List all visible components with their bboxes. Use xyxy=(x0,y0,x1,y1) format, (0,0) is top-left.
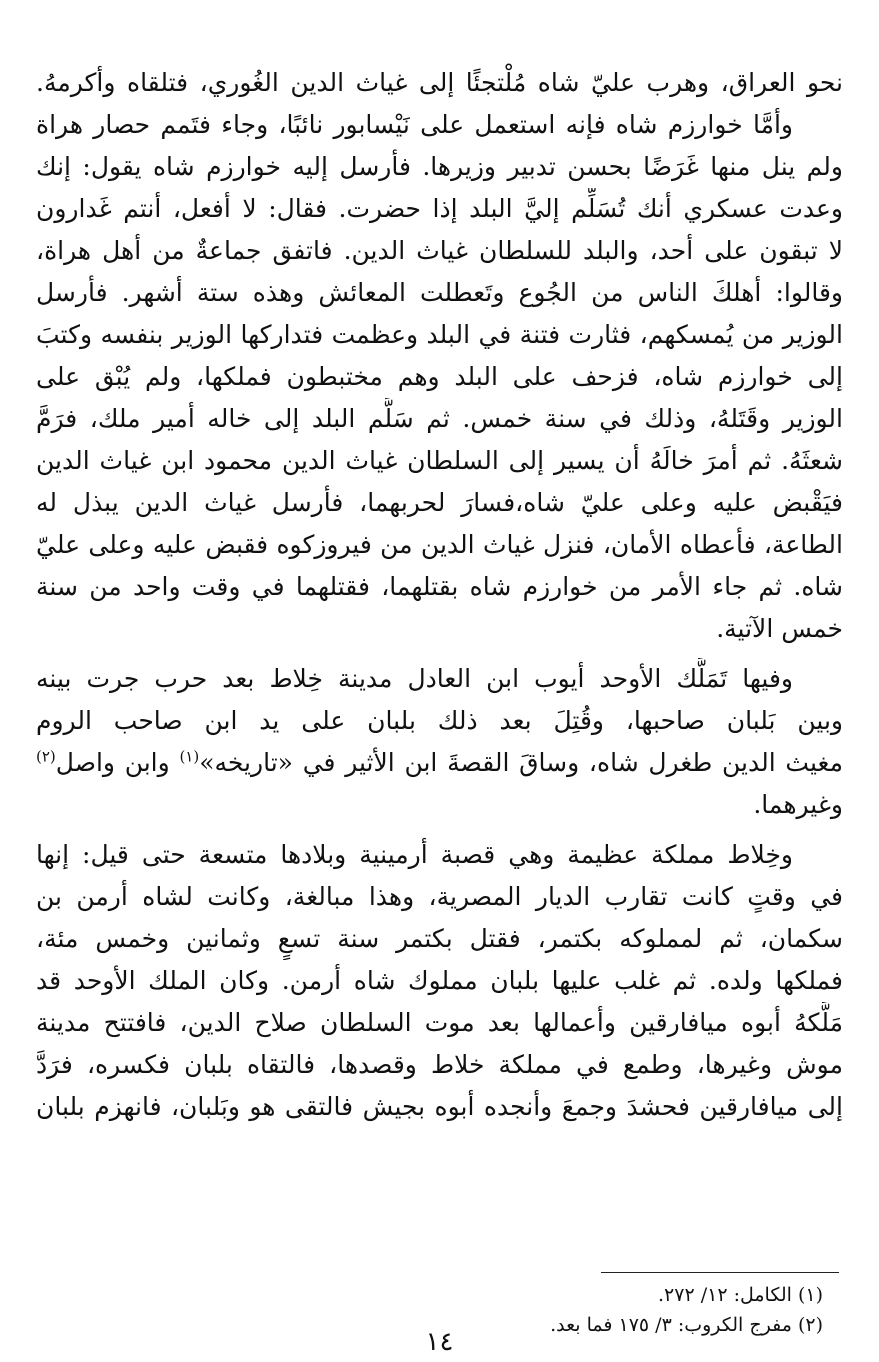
text-line: وعدت عسكري أنك تُسَلِّم إليَّ البلد إذا حضرت. فقال: لا أفعل، أنتم غَدارون xyxy=(36,194,843,223)
text-line: وأمَّا خوارزم شاه فإنه استعمل على نَيْسابور نائبًا، وجاء فتَمم حصار هراة xyxy=(36,110,793,139)
text-line: فملكها ولده. ثم غلب عليها بلبان مملوك شاه أرمن. وكان الملك الأوحد قد xyxy=(36,966,843,995)
text-line: الطاعة، فأعطاه الأمان، فنزل غياث الدين من فيروزكوه فقبض عليه وعلى عليّ xyxy=(36,530,843,559)
text-line: نحو العراق، وهرب عليّ شاه مُلْتجئًا إلى غياث الدين الغُوري، فتلقاه وأكرمهُ. xyxy=(36,68,843,97)
text-line: في وقتٍ كانت تقارب الديار المصرية، وهذا مبالغة، وكانت لشاه أرمن بن xyxy=(36,882,843,911)
text-line: شعثَهُ. ثم أمرَ خالَهُ أن يسير إلى السلطان غياث الدين محمود ابن غياث الدين xyxy=(36,446,843,475)
text-segment: مغيث الدين طغرل شاه، وساقَ القصةَ ابن الأثير في «تاريخه» xyxy=(199,748,843,777)
footnote-ref[interactable]: (٢) xyxy=(36,747,56,766)
text-line: إلى ميافارقين فحشدَ وجمعَ وأنجده أبوه بجيش فالتقى هو وبَلبان، فانهزم بلبان xyxy=(36,1092,843,1121)
text-line: وبين بَلبان صاحبها، وقُتِلَ بعد ذلك بلبان على يد ابن صاحب الروم xyxy=(36,706,843,735)
main-text xyxy=(36,62,843,1128)
footnote-ref[interactable]: (١) xyxy=(179,747,200,766)
footnote-divider xyxy=(601,1272,839,1273)
text-line: ولم ينل منها غَرَضًا بحسن تدبير وزيرها. فأرسل إليه خوارزم شاه يقول: إنك xyxy=(36,152,843,181)
text-line: وفيها تَمَلَّك الأوحد أيوب ابن العادل مدينة خِلاط بعد حرب جرت بينه xyxy=(36,664,793,693)
footnote: (١) الكامل: ١٢/ ٢٧٢. xyxy=(658,1284,823,1306)
text-line: إلى خوارزم شاه، فزحف على البلد وهم مختبطون فملكها، ولم يُبْق على xyxy=(36,362,843,391)
text-line: الوزير وقَتَلهُ، وذلك في سنة خمس. ثم سَلَّم البلد إلى خاله أمير ملك، فرَمَّ xyxy=(36,404,843,433)
text-line: سكمان، ثم لمملوكه بكتمر، فقتل بكتمر سنة تسعٍ وثمانين وخمس مئة، xyxy=(36,924,843,953)
text-line: وغيرهما. xyxy=(753,790,843,819)
text-line: مَلَّكهُ أبوه ميافارقين وأعمالها بعد موت السلطان صلاح الدين، فافتتح مدينة xyxy=(36,1008,843,1037)
text-line: فيَقْبض عليه وعلى عليّ شاه،فسارَ لحربهما، فأرسل غياث الدين يبذل له xyxy=(36,488,843,517)
text-line: خمس الآتية. xyxy=(716,614,843,643)
footnote: (٢) مفرج الكروب: ٣/ ١٧٥ فما بعد. xyxy=(550,1314,823,1336)
text-line: الوزير من يُمسكهم، فثارت فتنة في البلد وعظمت فتداركها الوزير بنفسه وكتبَ xyxy=(36,320,843,349)
text-line: شاه. ثم جاء الأمر من خوارزم شاه بقتلهما، فقتلهما في وقت واحد من سنة xyxy=(36,572,843,601)
text-line: وخِلاط مملكة عظيمة وهي قصبة أرمينية وبلادها متسعة حتى قيل: إنها xyxy=(36,840,793,869)
page-number: ١٤ xyxy=(425,1327,454,1357)
text-line: موش وغيرها، وطمع في مملكة خلاط وقصدها، فالتقاه بلبان فكسره، فرَدَّ xyxy=(36,1050,843,1079)
text-line: لا تبقون على أحد، والبلد للسلطان غياث الدين. فاتفق جماعةٌ من أهل هراة، xyxy=(36,236,843,265)
text-segment: وابن واصل xyxy=(55,748,170,777)
text-line: وقالوا: أهلكَ الناس من الجُوع وتَعطلت المعائش وهذه ستة أشهر. فأرسل xyxy=(36,278,843,307)
text-line xyxy=(36,742,843,784)
